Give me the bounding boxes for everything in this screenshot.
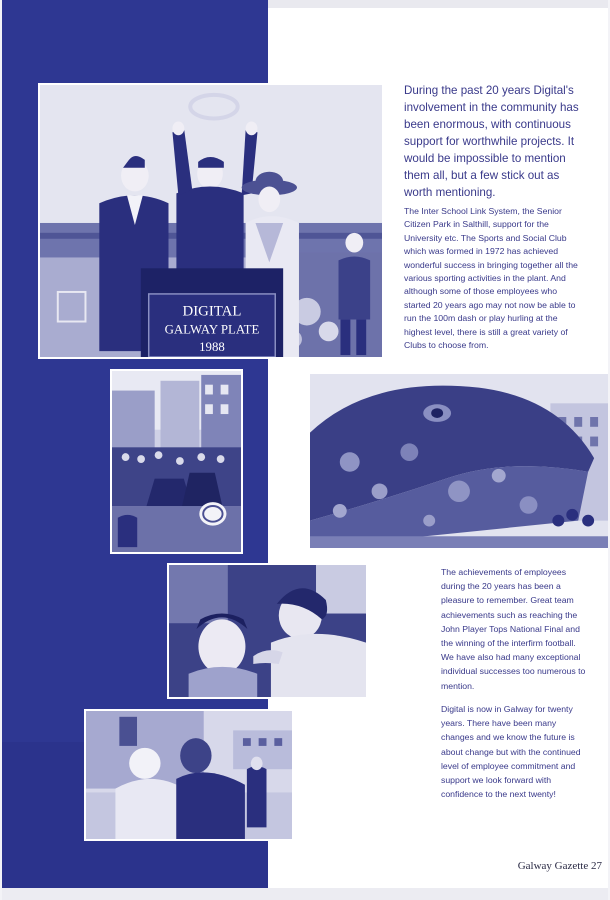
article-paragraph-3: Digital is now in Galway for twenty years. There have been many changes and we know the future is about change but with the continued level of employee commitment and support we look forward with confidence to the next twenty! (441, 704, 581, 800)
trophy-presentation-photo (38, 83, 384, 359)
whale-sculpture-photo (308, 372, 608, 550)
face-painting-photo (167, 563, 368, 699)
plaque-line-2: GALWAY PLATE (164, 322, 260, 337)
plaque-line-1: DIGITAL (182, 303, 242, 320)
article-paragraph-1: The Inter School Link System, the Senior Citizen Park in Salthill, support for the University etc. The Sports and Social Club which was formed in 1972 has achieved wonderful success in bringing together all the various sporting activities in the plant. And although some of those employees who started 20 years ago may not now be able to run the 100m dash or play hurling at the highest level, there is still a great variety of Clubs to choose from. (404, 206, 578, 351)
article-paragraph-2: The achievements of employees during the 20 years has been a pleasure to remember. Great team achievements such as reaching the John Player Tops National Final and the winning of the interfirm football. We have also had many exceptional individual successes too numerous to mention. (441, 567, 586, 691)
street-parade-photo (110, 369, 243, 554)
magazine-page (2, 0, 608, 900)
article-intro: During the past 20 years Digital's involvement in the community has been enormous, with continuous support for worthwhile projects. It would be impossible to mention them all, but a few stick out as worth mentioning. (404, 84, 579, 199)
street-embrace-photo (84, 709, 294, 841)
plaque-line-3: 1988 (199, 340, 225, 355)
page-footer-label: Galway Gazette 27 (517, 860, 602, 872)
page-bottom-edge (2, 888, 608, 900)
